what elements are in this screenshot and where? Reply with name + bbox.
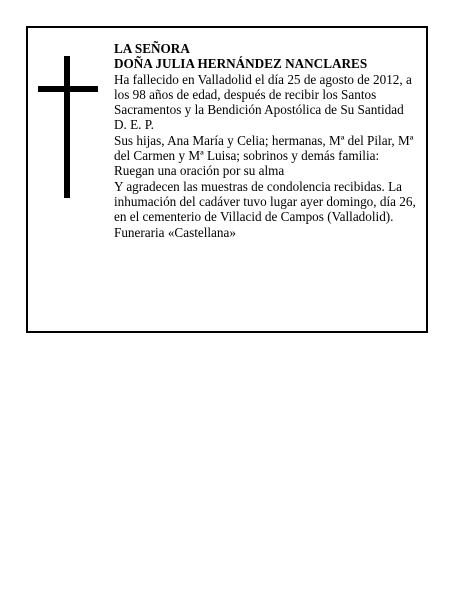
funeral-home: Funeraria «Castellana» [114, 224, 236, 240]
cross-vertical-bar [64, 56, 70, 198]
prayer-request: Ruegan una oración por su alma [114, 163, 285, 179]
obituary-notice [26, 26, 428, 333]
family-list: Sus hijas, Ana María y Celia; hermanas, Mª del Pilar, Mª del Carmen y Mª Luisa; sobrinos y demás familia: [114, 132, 414, 164]
burial-info: Y agradecen las muestras de condolencia recibidas. La inhumación del cadáver tuvo lugar ayer domingo, día 26, en el cementerio de Villacid de Campos (Valladolid). [114, 178, 416, 225]
obituary-text [114, 41, 420, 240]
rip-line: D. E. P. [114, 117, 154, 133]
cross-horizontal-bar [38, 86, 98, 92]
title-line-1: LA SEÑORA [114, 41, 190, 56]
deceased-name: DOÑA JULIA HERNÁNDEZ NANCLARES [114, 56, 368, 72]
death-announcement: Ha fallecido en Valladolid el día 25 de agosto de 2012, a los 98 años de edad, después de recibir los Santos Sacramentos y la Bendición Apostólica de Su Santidad [114, 71, 412, 118]
cross-icon [38, 56, 98, 198]
